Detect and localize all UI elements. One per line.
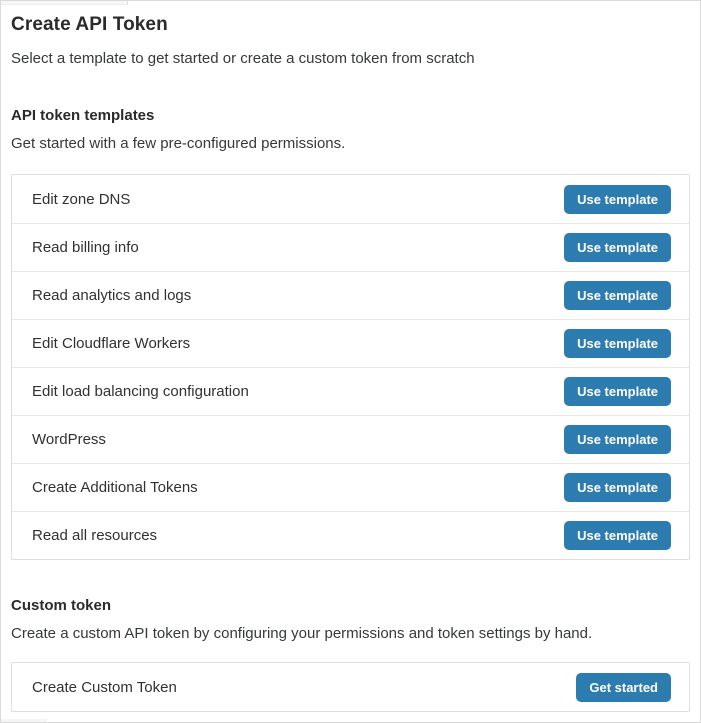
use-template-button[interactable]: Use template [564,377,671,406]
bottom-edge-partial-element [1,719,46,722]
row-label: Edit Cloudflare Workers [32,335,191,352]
use-template-button[interactable]: Use template [564,473,671,502]
row-label: WordPress [32,431,106,448]
panel-content [1,14,700,712]
custom-token-table [11,662,690,712]
table-row-create-custom-token [12,663,689,711]
row-label: Read all resources [32,527,158,544]
table-row-read-billing-info [12,223,689,271]
api-token-templates-table [11,174,690,560]
table-row-create-additional-tokens [12,463,689,511]
custom-token-section-heading: Custom token [11,597,112,614]
templates-section-heading: API token templates [11,107,155,124]
use-template-button[interactable]: Use template [564,521,671,550]
table-row-edit-cloudflare-workers [12,319,689,367]
get-started-button[interactable]: Get started [576,673,671,702]
row-label: Edit zone DNS [32,190,131,208]
page-title: Create API Token [11,14,168,35]
row-label: Read analytics and logs [32,287,192,304]
table-row-wordpress [12,415,689,463]
page-subtitle: Select a template to get started or create a custom token from scratch [11,50,475,67]
row-label: Create Custom Token [32,678,177,696]
table-row-read-analytics-and-logs [12,271,689,319]
use-template-button[interactable]: Use template [564,185,671,214]
use-template-button[interactable]: Use template [564,329,671,358]
table-row-read-all-resources [12,511,689,559]
top-edge-partial-element [1,1,128,5]
table-row-edit-load-balancing-configuration [12,367,689,415]
use-template-button[interactable]: Use template [564,281,671,310]
use-template-button[interactable]: Use template [564,425,671,454]
templates-section-description: Get started with a few pre-configured permissions. [11,135,346,152]
row-label: Read billing info [32,239,139,256]
use-template-button[interactable]: Use template [564,233,671,262]
table-row-edit-zone-dns [12,175,689,223]
custom-token-section-description: Create a custom API token by configuring your permissions and token settings by hand. [11,625,593,642]
row-label: Create Additional Tokens [32,479,198,496]
row-label: Edit load balancing configuration [32,383,249,400]
